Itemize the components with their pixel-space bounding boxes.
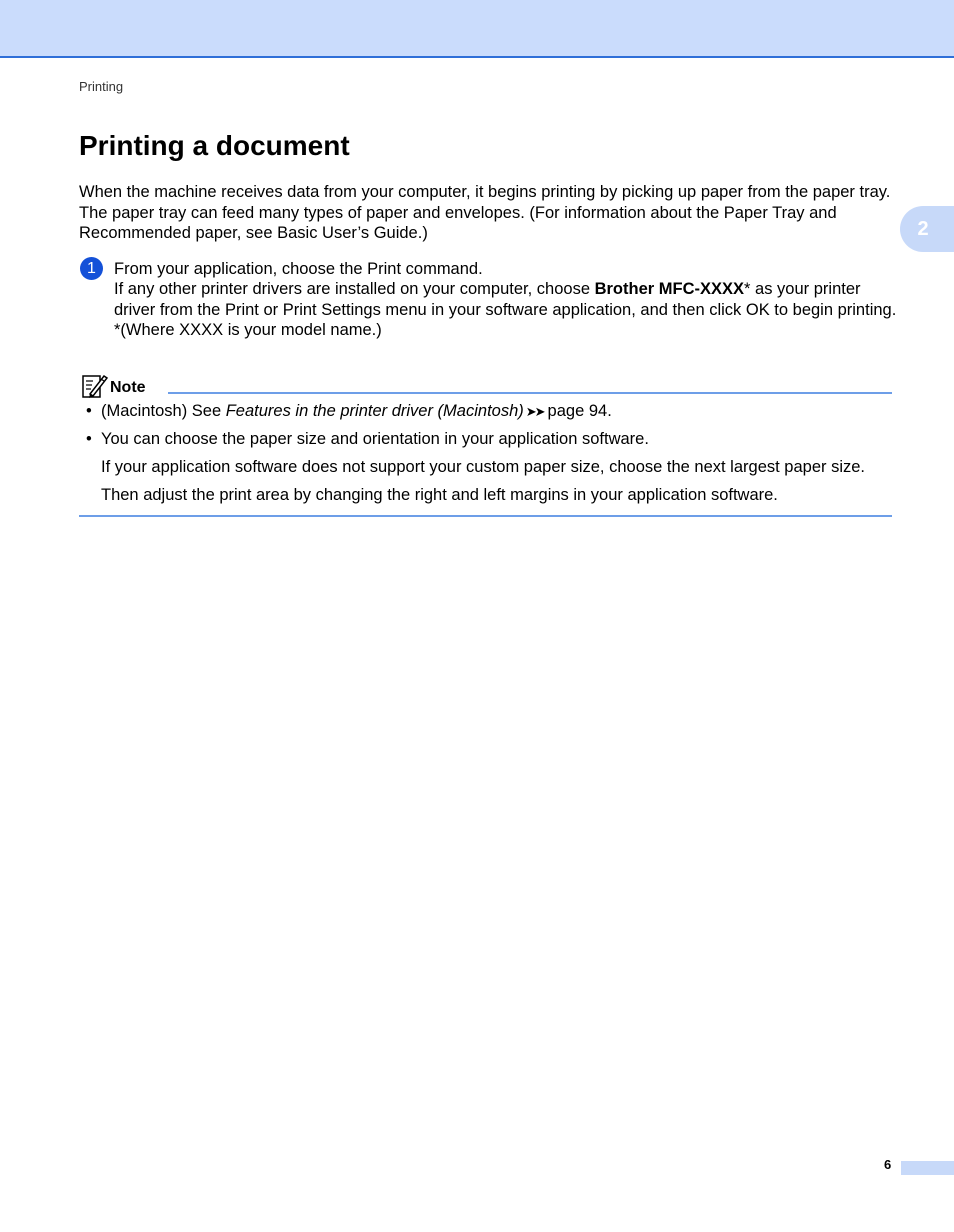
double-arrow-icon: ➤➤ xyxy=(525,404,544,419)
note-item-1-prefix: (Macintosh) See xyxy=(101,402,226,420)
note-paragraph-2: Then adjust the print area by changing the right and left margins in your application software. xyxy=(101,486,778,504)
bullet: • xyxy=(86,430,92,448)
header-band xyxy=(0,0,954,58)
step-line-2-text: If any other printer drivers are installed on your computer, choose xyxy=(114,280,595,299)
note-item-2 xyxy=(86,429,649,449)
note-rule-bottom xyxy=(79,515,892,517)
note-label: Note xyxy=(110,379,146,396)
note-rule-top xyxy=(168,392,892,394)
footer-bar xyxy=(901,1161,954,1175)
bullet: • xyxy=(86,402,92,420)
step-number: 1 xyxy=(87,259,96,277)
breadcrumb: Printing xyxy=(79,79,124,94)
cross-reference-title[interactable]: Features in the printer driver (Macintosh) xyxy=(225,402,524,420)
page-number: 6 xyxy=(884,1157,892,1172)
note-paragraph-1: If your application software does not support your custom paper size, choose the next largest paper size. xyxy=(101,458,866,476)
step-line-2-rest: * as your printer driver from the Print or Print Settings menu in your software application, and then click OK to begin printing. xyxy=(114,280,897,319)
chapter-number: 2 xyxy=(917,217,929,240)
page-reference[interactable]: page 94. xyxy=(547,402,612,420)
intro-paragraph: When the machine receives data from your computer, it begins printing by picking up paper from the paper tray. The paper tray can feed many types of paper and envelopes. (For information about the Paper Tray and Recommended paper, see Basic User’s Guide.) xyxy=(79,183,891,242)
step-line-3: *(Where XXXX is your model name.) xyxy=(114,320,382,339)
step-body xyxy=(114,259,904,340)
step-number-badge xyxy=(80,257,103,280)
note-item-1 xyxy=(86,401,612,422)
step-line-1: From your application, choose the Print command. xyxy=(114,260,483,278)
chapter-tab xyxy=(900,206,954,252)
note-item-2-text: You can choose the paper size and orientation in your application software. xyxy=(101,430,649,448)
page-title: Printing a document xyxy=(79,130,350,161)
note-pencil-icon xyxy=(80,372,108,400)
printer-driver-name: Brother MFC-XXXX xyxy=(594,280,745,299)
step-line-2 xyxy=(114,279,904,320)
